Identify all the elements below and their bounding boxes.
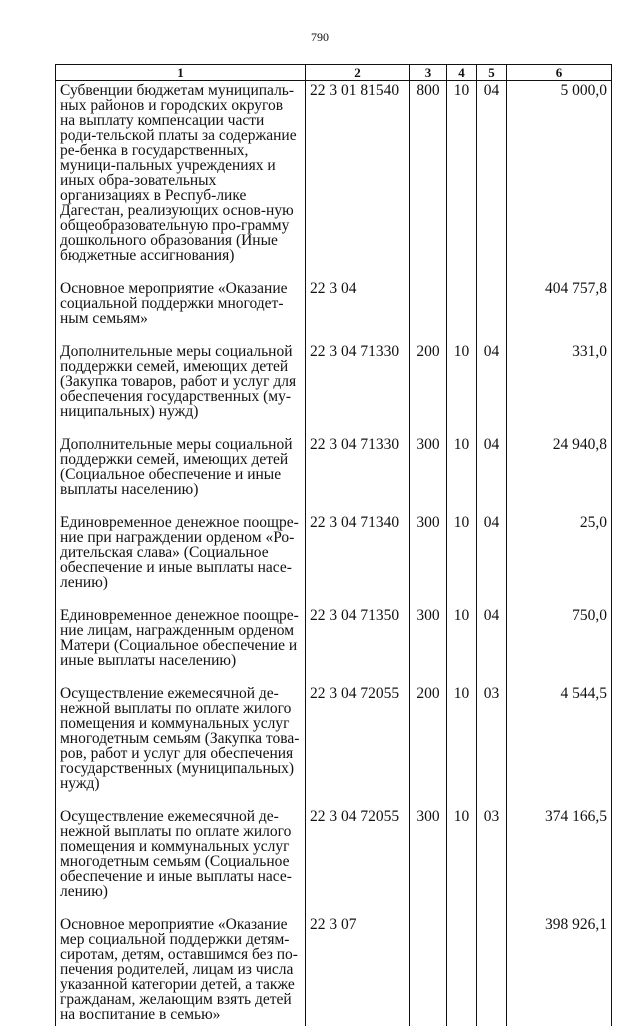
row-name: Осуществление ежемесячной де-нежной выплаты по оплате жилого помещения и коммунальных услуг многодетным семьям (Социальное обеспечение и иные выплаты насе-лению) — [56, 808, 306, 916]
row-name: Основное мероприятие «Оказание социальной поддержки многодет-ным семьям» — [56, 280, 306, 343]
row-col-5: 03 — [477, 685, 507, 808]
header-col-3: 3 — [410, 65, 447, 81]
row-code: 22 3 01 81540 — [306, 81, 410, 281]
header-col-5: 5 — [477, 65, 507, 81]
row-name: Дополнительные меры социальной поддержки семей, имеющих детей (Закупка товаров, работ и услуг для обеспечения государственных (му-ниципальных) нужд) — [56, 343, 306, 436]
row-code: 22 3 04 71330 — [306, 343, 410, 436]
row-amount: 398 926,1 — [507, 916, 612, 1026]
table-body — [56, 81, 612, 1026]
header-col-1: 1 — [56, 65, 306, 81]
budget-table — [55, 64, 612, 1026]
row-col-4: 10 — [447, 343, 477, 436]
row-col-4: 10 — [447, 436, 477, 514]
row-name: Дополнительные меры социальной поддержки семей, имеющих детей (Социальное обеспечение и иные выплаты населению) — [56, 436, 306, 514]
row-col-5: 03 — [477, 808, 507, 916]
page-number: 790 — [0, 30, 640, 45]
row-amount: 750,0 — [507, 607, 612, 685]
row-col-4 — [447, 916, 477, 1026]
row-col-4: 10 — [447, 81, 477, 281]
row-code: 22 3 04 71350 — [306, 607, 410, 685]
row-col-5: 04 — [477, 343, 507, 436]
row-amount: 404 757,8 — [507, 280, 612, 343]
row-col-3: 800 — [410, 81, 447, 281]
row-code: 22 3 04 71330 — [306, 436, 410, 514]
row-amount: 374 166,5 — [507, 808, 612, 916]
row-code: 22 3 04 71340 — [306, 514, 410, 607]
row-col-3 — [410, 280, 447, 343]
row-code: 22 3 04 72055 — [306, 685, 410, 808]
header-col-4: 4 — [447, 65, 477, 81]
row-col-3: 300 — [410, 514, 447, 607]
row-amount: 5 000,0 — [507, 81, 612, 281]
row-code: 22 3 04 72055 — [306, 808, 410, 916]
row-name: Единовременное денежное поощре-ние лицам, награжденным орденом Матери (Социальное обеспечение и иные выплаты населению) — [56, 607, 306, 685]
row-col-3: 200 — [410, 685, 447, 808]
row-col-4: 10 — [447, 685, 477, 808]
header-col-2: 2 — [306, 65, 410, 81]
row-col-4: 10 — [447, 808, 477, 916]
table-row — [56, 916, 612, 1026]
table-row — [56, 81, 612, 281]
row-name: Субвенции бюджетам муниципаль-ных районов и городских округов на выплату компенсации части роди-тельской платы за содержание ре-бенка в государственных, муници-пальных учреждениях и иных обра-зовательных организациях в Респуб-лике Дагестан, реализующих основ-ную общеобразовательную про-грамму дошкольного образования (Иные бюджетные ассигнования) — [56, 81, 306, 281]
table-row — [56, 808, 612, 916]
row-amount: 4 544,5 — [507, 685, 612, 808]
row-name: Осуществление ежемесячной де-нежной выплаты по оплате жилого помещения и коммунальных услуг многодетным семьям (Закупка това-ров, работ и услуг для обеспечения государственных (муниципальных) нужд) — [56, 685, 306, 808]
row-col-5: 04 — [477, 607, 507, 685]
table-row — [56, 280, 612, 343]
table-row — [56, 436, 612, 514]
row-col-3 — [410, 916, 447, 1026]
row-col-4: 10 — [447, 514, 477, 607]
row-col-3: 300 — [410, 808, 447, 916]
table-row — [56, 514, 612, 607]
row-amount: 25,0 — [507, 514, 612, 607]
row-col-5: 04 — [477, 81, 507, 281]
row-code: 22 3 07 — [306, 916, 410, 1026]
row-col-4 — [447, 280, 477, 343]
table-header — [56, 65, 612, 81]
table-row — [56, 343, 612, 436]
row-name: Основное мероприятие «Оказание мер социальной поддержки детям-сиротам, детям, оставшимся без по-печения родителей, лицам из числа указанной категории детей, а также гражданам, желающим взять детей на воспитание в семью» — [56, 916, 306, 1026]
row-col-3: 200 — [410, 343, 447, 436]
header-col-6: 6 — [507, 65, 612, 81]
row-col-4: 10 — [447, 607, 477, 685]
row-code: 22 3 04 — [306, 280, 410, 343]
row-col-5: 04 — [477, 514, 507, 607]
row-col-5: 04 — [477, 436, 507, 514]
row-col-3: 300 — [410, 607, 447, 685]
row-col-3: 300 — [410, 436, 447, 514]
table-row — [56, 607, 612, 685]
row-col-5 — [477, 280, 507, 343]
row-col-5 — [477, 916, 507, 1026]
row-amount: 331,0 — [507, 343, 612, 436]
table-row — [56, 685, 612, 808]
header-row — [56, 65, 612, 81]
row-name: Единовременное денежное поощре-ние при награждении орденом «Ро-дительская слава» (Социальное обеспечение и иные выплаты насе-лению) — [56, 514, 306, 607]
row-amount: 24 940,8 — [507, 436, 612, 514]
